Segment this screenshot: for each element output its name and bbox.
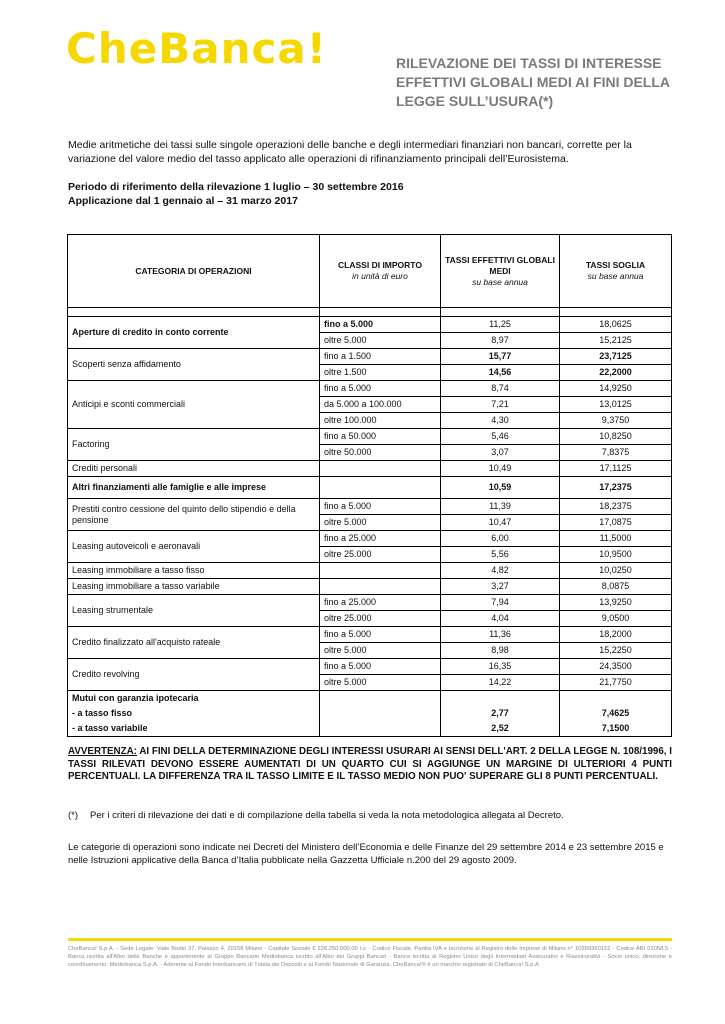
legal-footer: CheBanca! S.p.A. - Sede Legale: Viale Bodio 37, Palazzo 4, 20158 Milano - Capitale Sociale € 226.250.000,00 i.v. - Codice Fiscale, Partita IVA e Iscrizione al Registro delle Imprese di Milano n° 10359360152 - Codice ABI 03058.5 - Banca iscritta all'Albo delle Banche e appartenente al Gruppo Bancario Mediobanca iscritto all'Albo dei Gruppi Bancari - Banca iscritta al Registro Unico degli Intermediari Assicurativi e Riassicurativi - Socio unico, direzione e coordinamento: Mediobanca S.p.A. - Aderente al Fondo Interbancario di Tutela dei Depositi e al Fondo Nazionale di Garanzia. CheBanca!® è un marchio registrato di CheBanca! S.p.A <box>68 946 672 968</box>
cell-threshold: 7,1500 <box>560 721 672 737</box>
cell-category: Leasing immobiliare a tasso variabile <box>68 579 320 595</box>
cell-class: oltre 5.000 <box>320 643 441 659</box>
footnote-mark: (*) <box>68 810 79 821</box>
cell-category: Altri finanziamenti alle famiglie e alle imprese <box>68 477 320 499</box>
cell-teg: 16,35 <box>441 659 560 675</box>
cell-threshold: 22,2000 <box>560 365 672 381</box>
cell-class: oltre 25.000 <box>320 547 441 563</box>
footer-divider <box>68 938 672 941</box>
cell-class <box>320 691 441 737</box>
cell-threshold: 18,2000 <box>560 627 672 643</box>
cell-class: fino a 25.000 <box>320 595 441 611</box>
table-row <box>68 461 672 477</box>
cell-category: Crediti personali <box>68 461 320 477</box>
header-threshold: TASSI SOGLIA su base annua <box>560 235 672 308</box>
cell-class: oltre 50.000 <box>320 445 441 461</box>
application-period: Applicazione dal 1 gennaio al – 31 marzo 2017 <box>68 194 298 207</box>
cell-class: fino a 25.000 <box>320 531 441 547</box>
cell-teg: 11,39 <box>441 499 560 515</box>
cell-teg: 8,74 <box>441 381 560 397</box>
table-row <box>68 579 672 595</box>
cell-teg: 4,30 <box>441 413 560 429</box>
reference-period: Periodo di riferimento della rilevazione 1 luglio – 30 settembre 2016 <box>68 181 404 193</box>
cell-threshold: 7,4625 <box>560 706 672 721</box>
intro-paragraph: Medie aritmetiche dei tassi sulle singole operazioni delle banche e degli intermediari finanziari non bancari, corrette per la variazione del valore medio del tasso applicato alle operazioni di rifinanziamento principali dell’Eurosistema. <box>68 139 632 165</box>
chebanca-logo: CheBanca! <box>66 24 327 73</box>
cell-class: fino a 5.000 <box>320 659 441 675</box>
table-row <box>68 659 672 675</box>
cell-class <box>320 461 441 477</box>
cell-category: Mutui con garanzia ipotecaria <box>68 691 320 707</box>
cell-category: Prestiti contro cessione del quinto dello stipendio e della pensione <box>68 499 320 531</box>
cell-teg: 4,82 <box>441 563 560 579</box>
cell-teg: 11,36 <box>441 627 560 643</box>
cell-category: Scoperti senza affidamento <box>68 349 320 381</box>
cell-class: fino a 5.000 <box>320 627 441 643</box>
table-row <box>68 595 672 611</box>
footnote <box>68 810 672 821</box>
cell-threshold: 13,9250 <box>560 595 672 611</box>
cell-class: fino a 5.000 <box>320 317 441 333</box>
cell-threshold: 21,7750 <box>560 675 672 691</box>
cell-class <box>320 563 441 579</box>
cell-threshold: 9,3750 <box>560 413 672 429</box>
cell-threshold: 8,0875 <box>560 579 672 595</box>
cell-teg: 8,97 <box>441 333 560 349</box>
cell-teg: 4,04 <box>441 611 560 627</box>
cell-threshold: 15,2250 <box>560 643 672 659</box>
header-classes: CLASSI DI IMPORTO in unità di euro <box>320 235 441 308</box>
cell-teg: 10,59 <box>441 477 560 499</box>
warning-text: AI FINI DELLA DETERMINAZIONE DEGLI INTERESSI USURARI AI SENSI DELL'ART. 2 DELLA LEGGE N. 108/1996, I TASSI RILEVATI DEVONO ESSERE AUMENTATI DI UN QUARTO CUI SI AGGIUNGE UN MARGINE DI ULTERIORI 4 PUNTI PERCENTUALI. LA DIFFERENZA TRA IL TASSO LIMITE E IL TASSO MEDIO NON PUO' SUPERARE GLI 8 PUNTI PERCENTUALI. <box>68 746 672 782</box>
cell-teg: 7,94 <box>441 595 560 611</box>
cell-class: fino a 5.000 <box>320 381 441 397</box>
cell-threshold: 17,2375 <box>560 477 672 499</box>
cell-threshold: 10,9500 <box>560 547 672 563</box>
table-row <box>68 499 672 515</box>
cell-threshold: 18,2375 <box>560 499 672 515</box>
cell-threshold: 11,5000 <box>560 531 672 547</box>
cell-category: Credito revolving <box>68 659 320 691</box>
cell-teg: 10,49 <box>441 461 560 477</box>
cell-class: oltre 5.000 <box>320 515 441 531</box>
cell-category: Credito finalizzato all'acquisto rateale <box>68 627 320 659</box>
cell-teg: 14,56 <box>441 365 560 381</box>
cell-threshold: 13,0125 <box>560 397 672 413</box>
header-teg: TASSI EFFETTIVI GLOBALI MEDI su base annua <box>441 235 560 308</box>
cell-category: - a tasso variabile <box>68 721 320 737</box>
cell-teg: 5,46 <box>441 429 560 445</box>
cell-threshold: 17,1125 <box>560 461 672 477</box>
cell-threshold: 9,0500 <box>560 611 672 627</box>
cell-category: Leasing immobiliare a tasso fisso <box>68 563 320 579</box>
cell-teg <box>441 691 560 707</box>
period-block <box>68 181 404 208</box>
cell-teg: 2,77 <box>441 706 560 721</box>
cell-class: da 5.000 a 100.000 <box>320 397 441 413</box>
cell-threshold: 14,9250 <box>560 381 672 397</box>
cell-class: fino a 5.000 <box>320 499 441 515</box>
cell-category: Anticipi e sconti commerciali <box>68 381 320 429</box>
cell-teg: 3,07 <box>441 445 560 461</box>
cell-class: oltre 1.500 <box>320 365 441 381</box>
table-row <box>68 691 672 707</box>
document-title: RILEVAZIONE DEI TASSI DI INTERESSE EFFETTIVI GLOBALI MEDI AI FINI DELLA LEGGE SULL’USURA(*) <box>396 55 670 109</box>
cell-teg: 2,52 <box>441 721 560 737</box>
cell-category: - a tasso fisso <box>68 706 320 721</box>
cell-class <box>320 579 441 595</box>
table-row <box>68 627 672 643</box>
cell-teg: 5,56 <box>441 547 560 563</box>
cell-threshold: 7,8375 <box>560 445 672 461</box>
cell-class: oltre 100.000 <box>320 413 441 429</box>
cell-class <box>320 477 441 499</box>
cell-threshold: 17,0875 <box>560 515 672 531</box>
cell-threshold <box>560 691 672 707</box>
cell-category: Leasing autoveicoli e aeronavali <box>68 531 320 563</box>
cell-teg: 7,21 <box>441 397 560 413</box>
cell-teg: 10,47 <box>441 515 560 531</box>
cell-category: Leasing strumentale <box>68 595 320 627</box>
cell-teg: 8,98 <box>441 643 560 659</box>
table-row <box>68 429 672 445</box>
footnote-text: Per i criteri di rilevazione dei dati e di compilazione della tabella si veda la nota metodologica allegata al Decreto. <box>90 810 564 821</box>
cell-threshold: 23,7125 <box>560 349 672 365</box>
cell-class: oltre 5.000 <box>320 333 441 349</box>
cell-threshold: 18,0625 <box>560 317 672 333</box>
cell-class: oltre 25.000 <box>320 611 441 627</box>
warning-label: AVVERTENZA: <box>68 746 137 757</box>
cell-teg: 15,77 <box>441 349 560 365</box>
cell-teg: 14,22 <box>441 675 560 691</box>
table-row <box>68 563 672 579</box>
header-category: CATEGORIA DI OPERAZIONI <box>68 235 320 308</box>
rates-table <box>67 234 672 737</box>
table-row <box>68 381 672 397</box>
cell-teg: 3,27 <box>441 579 560 595</box>
cell-threshold: 10,0250 <box>560 563 672 579</box>
cell-threshold: 24,3500 <box>560 659 672 675</box>
table-row <box>68 317 672 333</box>
cell-threshold: 15,2125 <box>560 333 672 349</box>
cell-teg: 11,25 <box>441 317 560 333</box>
cell-class: oltre 5.000 <box>320 675 441 691</box>
cell-category: Factoring <box>68 429 320 461</box>
cell-category: Aperture di credito in conto corrente <box>68 317 320 349</box>
table-row <box>68 477 672 499</box>
cell-threshold: 10,8250 <box>560 429 672 445</box>
cell-teg: 6,00 <box>441 531 560 547</box>
table-row <box>68 349 672 365</box>
categories-note: Le categorie di operazioni sono indicate nei Decreti del Ministero dell’Economia e delle Finanze del 29 settembre 2014 e 23 settembre 2015 e nelle Istruzioni applicative della Banca d’Italia pubblicate nella Gazzetta Ufficiale n.200 del 29 agosto 2009. <box>68 842 664 866</box>
warning-note <box>68 746 672 784</box>
table-row <box>68 531 672 547</box>
cell-class: fino a 1.500 <box>320 349 441 365</box>
cell-class: fino a 50.000 <box>320 429 441 445</box>
